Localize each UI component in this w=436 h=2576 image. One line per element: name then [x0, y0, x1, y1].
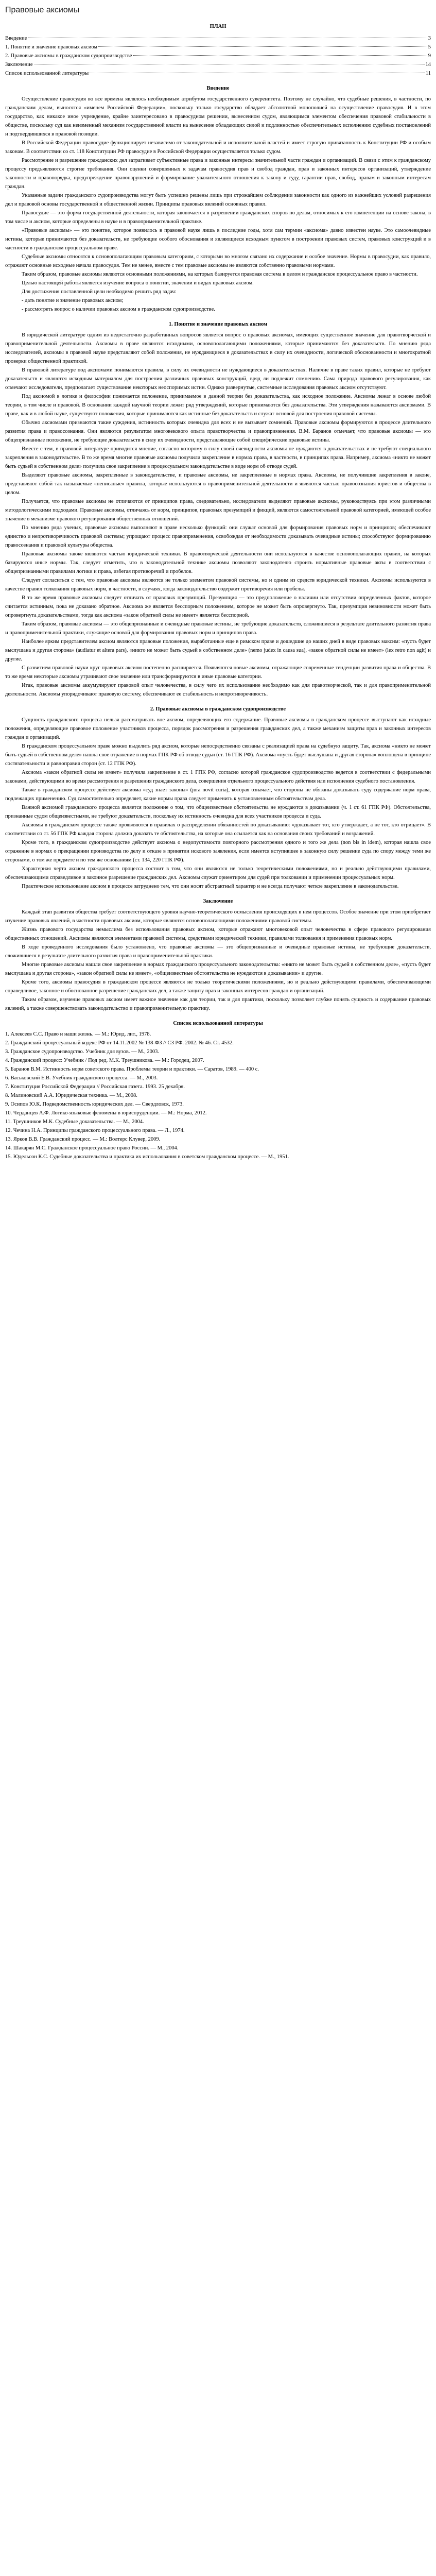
paragraph: Для достижения поставленной цели необходимо решить ряд задач:	[22, 289, 177, 295]
paragraph: Практическое использование аксиом в процессе затруднено тем, что они носят абстрактный характер и не всегда получают четкое закрепление в законодательстве.	[22, 883, 399, 889]
goals-block	[5, 279, 431, 314]
paragraph: Целью настоящей работы является изучение вопроса о понятии, значении и видах правовых аксиом.	[22, 280, 254, 286]
bibliography-item: 6. Васьковский Е.В. Учебник гражданского процесса. — М., 2003.	[5, 1075, 158, 1081]
section-2-heading: 2. Правовые аксиомы в гражданском судопроизводстве	[150, 706, 286, 712]
bibliography-heading: Список использованной литературы	[173, 1020, 263, 1026]
bibliography-item: 11. Треушников М.К. Судебные доказательства. — М., 2004.	[5, 1118, 144, 1125]
paragraph: Судебные аксиомы относятся к основополагающим правовым категориям, с которыми во многом связано их содержание и особое значение. Нормы в правосудии, как правило, отражают основные исходные начала правосудия. Тем не менее, вместе с тем правовые аксиомы не являются собственно правовыми нормами.	[5, 253, 431, 268]
paragraph: В правовой литературе под аксиомами понимаются правила, в силу их очевидности не нуждающиеся в доказательствах. Наличие в праве таких правил, которые не требуют доказательств и являются исходным материалом для построения различных правовых конструкций, вряд ли подлежит сомнению. Сама природа правового регулирования, как отмечают исследователи, предполагает существование некоторых неоспоримых истин. Однако развернутые, системные исследования правовых аксиом отсутствуют.	[5, 367, 431, 391]
bibliography-item: 7. Конституция Российской Федерации // Российская газета. 1993. 25 декабря.	[5, 1083, 185, 1090]
paragraph: Правосудие — это форма государственной деятельности, которая заключается в разрешении гражданских споров по делам, относимых к его компетенции на основе закона, в том числе и аксиом, которые определены в науке и в правоприменительной практике.	[5, 210, 431, 225]
paragraph: - дать понятие и значение правовых аксиом;	[22, 297, 124, 303]
paragraph: По мнению ряда ученых, правовые аксиомы выполняют в праве несколько функций: они служат основой для формирования правовых норм и принципов; обеспечивают единство и непротиворечивость правовой системы; упрощают процесс правоприменения, освобождая от необходимости доказывать очевидные истины; способствуют формированию правосознания и правовой культуры общества.	[5, 524, 431, 548]
conclusion-body	[5, 908, 431, 1013]
bibliography-item: 10. Черданцев А.Ф. Логико-языковые феномены в юриспруденции. — М.: Норма, 2012.	[5, 1110, 207, 1116]
paragraph: В то же время правовые аксиомы следует отличать от правовых презумпций. Презумпция — это предположение о наличии или отсутствии определенных фактов, которое считается истинным, пока не доказано обратное. Аксиома же является бесспорным положением, которое не может быть опровергнуто. Так, презумпция невиновности может быть опровергнута доказательствами, тогда как аксиома «закон обратной силы не имеет» является бесспорной.	[5, 595, 431, 618]
paragraph: В Российской Федерации правосудие функционирует независимо от законодательной и исполнительной властей и имеет строгую привязанность к Конституции РФ и особым законам. В соответствии со ст. 118 Конституции РФ правосудие в Российской Федерации осуществляется только судом.	[5, 140, 431, 155]
toc-item-title: Заключение	[5, 61, 33, 67]
toc-item	[5, 52, 431, 60]
paragraph: Кроме того, в гражданском судопроизводстве действует аксиома о недопустимости повторного рассмотрения одного и того же дела (non bis in idem), которая нашла свое отражение в нормах о прекращении производства по делу и отказе в принятии искового заявления, если имеется вступившее в законную силу решение суда по спору между теми же сторонами, о том же предмете и по тем же основаниям (ст. 134, 220 ГПК РФ).	[5, 839, 431, 863]
paragraph: Вместе с тем, в правовой литературе приводится мнение, согласно которому в силу своей очевидности аксиомы не нуждаются в доказательствах и не требуют специального закрепления в законодательстве. В то же время многие правовые аксиомы получили закрепление в нормах права, в частности, в принципах права. Например, аксиома «никто не может быть судьей в собственном деле» получила свое закрепление в процессуальном законодательстве в виде норм об отводе судей.	[5, 446, 431, 469]
paragraph: Многие правовые аксиомы нашли свое закрепление в нормах гражданского процессуального законодательства: «никто не может быть судьей в собственном деле», «пусть будет выслушана и другая сторона», «закон обратной силы не имеет», «общеизвестные обстоятельства не нуждаются в доказывании» и другие.	[5, 961, 431, 976]
bibliography-item: 4. Гражданский процесс: Учебник / Под ред. М.К. Треушникова. — М.: Городец, 2007.	[5, 1057, 204, 1063]
bibliography-list	[5, 1030, 431, 1161]
paragraph: Выделяют правовые аксиомы, закрепленные в законодательстве, и правовые аксиомы, не закрепленные в нормах права. Аксиомы, не получившие закрепления в законе, представляют собой так называемые «неписаные» правила, которые используются в правоприменительной деятельности и являются частью правосознания юристов и общества в целом.	[5, 472, 431, 496]
paragraph: Следует согласиться с тем, что правовые аксиомы являются не только элементом правовой системы, но и одним из средств юридической техники. Аксиомы используются в качестве правил толкования правовых норм, в частности, в случаях, когда законодательство содержит противоречия или пробелы.	[5, 577, 431, 592]
toc-item-title: 1. Понятие и значение правовых аксиом	[5, 44, 98, 50]
paragraph: Таким образом, изучение правовых аксиом имеет важное значение как для теории, так и для практики, поскольку позволяет глубже понять сущность и содержание правовых явлений, а также совершенствовать законодательство и правоприменительную практику.	[5, 996, 431, 1011]
paragraph: Сущность гражданского процесса нельзя рассматривать вне аксиом, определяющих его содержание. Правовые аксиомы в гражданском процессе выступают как исходные положения, определяющие правовое положение участников процесса, порядок рассмотрения и разрешения гражданских дел, а также механизм защиты прав и законных интересов граждан и организаций.	[5, 717, 431, 740]
conclusion-heading: Заключение	[203, 898, 233, 904]
document-page	[0, 0, 436, 1172]
paragraph: Характерная черта аксиом гражданского процесса состоит в том, что они являются не только теоретическими положениями, но и реально действующими правилами, обеспечивающими справедливое и законное разрешение гражданских дел. Аксиомы служат ориентиром для судей при толковании и применении процессуальных норм.	[5, 866, 431, 880]
bibliography-item: 12. Чечина Н.А. Принципы гражданского процессуального права. — Л., 1974.	[5, 1127, 185, 1133]
paragraph: Обычно аксиомами признаются такие суждения, истинность которых очевидна для всех и не вызывает сомнений. Правовые аксиомы формируются в процессе длительного развития права и правосознания. Они являются результатом многовекового опыта правотворчества и правоприменения. В.М. Баранов отмечает, что правовые аксиомы — это общепризнанные положения, не требующие доказательств в силу их очевидности, представляющие собой специфические правовые истины.	[5, 419, 431, 443]
paragraph: Важной аксиомой гражданского процесса является положение о том, что общеизвестные обстоятельства не нуждаются в доказывании (ч. 1 ст. 61 ГПК РФ). Обстоятельства, признанные судом общеизвестными, не требуют доказательств, поскольку их истинность очевидна для всех участников процесса и суда.	[5, 804, 431, 819]
paragraph: - рассмотреть вопрос о наличии правовых аксиом в гражданском судопроизводстве.	[22, 306, 215, 312]
paragraph: Аксиома «закон обратной силы не имеет» получила закрепление в ст. 1 ГПК РФ, согласно которой гражданское судопроизводство ведется в соответствии с федеральными законами, действующими во время рассмотрения и разрешения гражданского дела, совершения отдельного процессуального действия или исполнения судебного постановления.	[5, 769, 431, 784]
toc-item	[5, 60, 431, 69]
toc-item-title: Список использованной литературы	[5, 70, 89, 76]
paragraph: Наиболее ярким представителем аксиом являются правовые положения, выработанные еще в римском праве и дошедшие до наших дней в виде правовых максим: «пусть будет выслушана и другая сторона» (audiatur et altera pars), «никто не может быть судьей в собственном деле» (nemo judex in causa sua), «закон обратной силы не имеет» (lex retro non agit) и другие.	[5, 638, 431, 662]
paragraph: Указанные задачи гражданского судопроизводства могут быть успешно решены лишь при строжайшем соблюдении законности как одного из важнейших условий разрешения дел и правовой основы государственной и общественной жизни. Принципы правовых явлений основных правил.	[5, 192, 431, 207]
paragraph: Осуществление правосудия во все времена являлось необходимым атрибутом государственного суверенитета. Поэтому не случайно, что судебные решения, в частности, по гражданским делам, выносятся «именем Российской Федерации», поскольку только государство обладает абсолютной монополией на осуществление правосудия. И в этом государство, как никакое иное учреждение, крайне заинтересовано в правосудном решении, вынесенном судом, являющимся элементом обеспечения правовой стабильности в обществе, поскольку суд как неизменный механизм государственной власти на вынесение обладающих силой и подлинностью обеспечительных исполнению судебных постановлений и подтвердившихся в правовой позиции.	[5, 96, 431, 137]
paragraph: Правовые аксиомы также являются частью юридической техники. В правотворческой деятельности они используются в качестве основополагающих правил, на которых базируются иные нормы. Так, следует отметить, что в законодательной технике аксиомы позволяют законодателю строить нормативные правовые акты в соответствии с общепризнанными правилами логики и права, избегая противоречий и пробелов.	[5, 551, 431, 574]
page-title: Правовые аксиомы	[5, 6, 80, 14]
bibliography-item: 2. Гражданский процессуальный кодекс РФ от 14.11.2002 № 138-ФЗ // СЗ РФ. 2002. № 46. Ст. 4532.	[5, 1040, 234, 1046]
paragraph: «Правовые аксиомы» — это понятие, которое появилось в правовой науке лишь в последние годы, хотя сам термин «аксиома» давно известен науке. Это самоочевидные истины, которые принимаются без доказательств, не требующие особого обоснования и являющиеся исходным пунктом в построении правовых систем, правовых конструкций и в частности в гражданском процессуальном праве.	[5, 227, 431, 251]
paragraph: С развитием правовой науки круг правовых аксиом постепенно расширяется. Появляются новые аксиомы, отражающие современные тенденции развития права и общества. В то же время некоторые аксиомы утрачивают свое значение или трансформируются в иные правовые категории.	[5, 665, 431, 680]
toc-item	[5, 69, 431, 78]
toc-item-page: 5	[428, 44, 431, 50]
intro-heading: Введение	[206, 85, 230, 91]
intro-body	[5, 95, 431, 279]
toc-item	[5, 34, 431, 43]
toc-item-page: 9	[428, 53, 431, 59]
paragraph: Под аксиомой в логике и философии понимается положение, принимаемое в данной теории без доказательства, как исходное положение. Аксиомы лежат в основе любой теории, в том числе и правовой. В основании каждой научной теории лежит ряд утверждений, которые принимаются без доказательства. Эти утверждения называются аксиомами. В праве, как и в любой науке, существуют положения, которые принимаются как истинные без доказательств и служат основой для построения правовой системы.	[5, 393, 431, 417]
bibliography-item: 14. Шакарян М.С. Гражданское процессуальное право России. — М., 2004.	[5, 1145, 179, 1151]
toc-item-page: 11	[425, 70, 431, 76]
bibliography-item: 8. Малиновский А.А. Юридическая техника. — М., 2008.	[5, 1092, 137, 1098]
section-1-heading: 1. Понятие и значение правовых аксиом	[168, 321, 268, 327]
bibliography-item: 9. Осипов Ю.К. Подведомственность юридических дел. — Свердловск, 1973.	[5, 1101, 184, 1107]
paragraph: В ходе проведенного исследования было установлено, что правовые аксиомы — это общепризнанные и очевидные правовые истины, не требующие доказательств, сложившиеся в результате длительного развития права и правоприменительной практики.	[5, 944, 431, 959]
toc-item-title: Введение	[5, 35, 27, 41]
toc-dots	[98, 46, 427, 47]
paragraph: Каждый этап развития общества требует соответствующего уровня научно-теоретического осмысления происходящих в нем процессов. Особое значение при этом приобретает изучение правовых явлений, в частности правовых аксиом, которые являются основополагающими положениями правовой системы.	[5, 909, 431, 924]
plan-heading: ПЛАН	[210, 23, 226, 29]
paragraph: Также в гражданском процессе действует аксиома «суд знает законы» (jura novit curia), которая означает, что стороны не обязаны доказывать суду содержание норм права, подлежащих применению. Суд самостоятельно определяет, какие нормы права следует применить к установленным обстоятельствам дела.	[5, 787, 431, 802]
paragraph: Получается, что правовые аксиомы не отличаются от принципов права, следовательно, исследователи выделяют правовые аксиомы, руководствуясь при этом различными методологическими подходами. Правовые аксиомы, отличаясь от норм, принципов, правовых презумпций и фикций, являются самостоятельной правовой категорией, имеющей особое значение в механизме правового регулирования общественных отношений.	[5, 498, 431, 522]
bibliography-item: 15. Юдельсон К.С. Судебные доказательства и практика их использования в советском гражданском процессе. — М., 1951.	[5, 1154, 289, 1160]
toc-item-title: 2. Правовые аксиомы в гражданском судопроизводстве	[5, 53, 132, 59]
paragraph: Аксиомы в гражданском процессе также проявляются в правилах о распределении обязанностей по доказыванию: «доказывает тот, кто утверждает, а не тот, кто отрицает». В соответствии со ст. 56 ГПК РФ каждая сторона должна доказать те обстоятельства, на которые она ссылается как на основания своих требований и возражений.	[5, 822, 431, 837]
bibliography-item: 13. Ярков В.В. Гражданский процесс. — М.: Волтерс Клувер, 2009.	[5, 1136, 161, 1142]
paragraph: Рассмотрение и разрешение гражданских дел затрагивает субъективные права и законные интересы значительной части граждан и организаций. В связи с этим к гражданскому процессу предъявляются строгие требования. Они оценки совершенных к задачам правосудия прав и свобод граждан, прав и законных интересов организаций, утверждение законности и правопорядка, предупреждение правонарушений и формирование уважительного отношения к закону и суду, гарантии прав, свобод, правам и законным интересам граждан.	[5, 157, 431, 190]
paragraph: Кроме того, аксиомы правосудия в гражданском процессе являются не только теоретическими положениями, но и реально действующими правилами, обеспечивающими справедливое, законное и обоснованное разрешение гражданских дел, а также защиту прав и законных интересов граждан и организаций.	[5, 979, 431, 994]
paragraph: Итак, правовые аксиомы аккумулируют правовой опыт человечества, в силу чего их использование необходимо как для правотворческой, так и для правоприменительной деятельности. Аксиомы упорядочивают правовую систему, обеспечивают ее стабильность и непротиворечивость.	[5, 682, 431, 697]
paragraph: В гражданском процессуальном праве можно выделить ряд аксиом, которые непосредственно связаны с реализацией права на судебную защиту. Так, аксиома «никто не может быть судьей в собственном деле» нашла свое отражение в нормах ГПК РФ об отводе судьи (ст. 16 ГПК РФ). Аксиома «пусть будет выслушана и другая сторона» воплощена в принципе состязательности и равноправия сторон (ст. 12 ГПК РФ).	[5, 743, 431, 767]
toc-item	[5, 43, 431, 52]
bibliography-item: 5. Баранов В.М. Истинность норм советского права. Проблемы теории и практики. — Саратов, 1989. — 400 с.	[5, 1066, 259, 1072]
paragraph: Таким образом, правовые аксиомы — это общепризнанные и очевидные правовые истины, не требующие доказательств, сложившиеся в результате длительного развития права и правоприменительной практики, служащие основой для формирования правовых норм и принципов права.	[5, 621, 431, 636]
bibliography-item: 3. Гражданское судопроизводство. Учебник для вузов. — М., 2003.	[5, 1048, 160, 1055]
toc-item-page: 14	[425, 61, 431, 67]
toc-item-page: 3	[428, 35, 431, 41]
paragraph: В юридической литературе одним из недостаточно разработанных вопросов является вопрос о правовых аксиомах, имеющих существенное значение для правотворческой и правоприменительной деятельности. Аксиомы в праве являются исходными, основополагающими положениями, которые принимаются без доказательств. По мнению ряда исследователей, аксиомы в правовой науке представляют собой положения, не нуждающиеся в доказательствах в силу их очевидности, логической обоснованности и многократной проверки общественной практикой.	[5, 332, 431, 364]
table-of-contents	[5, 34, 431, 78]
bibliography-item: 1. Алексеев С.С. Право и наши жизнь. — М.: Юрид. лит., 1978.	[5, 1031, 151, 1037]
paragraph: Таким образом, правовые аксиомы являются основными положениями, на которых базируется правовая система в целом и гражданское процессуальное право в частности.	[22, 271, 418, 277]
paragraph: Жизнь правового государства немыслима без использования правовых аксиом, которые отражают многовековой опыт человечества в сфере правового регулирования общественных отношений. Аксиомы являются элементами правовой системы, средствами юридической техники, правилами толкования и применения правовых норм.	[5, 926, 431, 941]
toc-dots	[133, 55, 427, 56]
section-1-body	[5, 331, 431, 699]
section-2-body	[5, 716, 431, 891]
